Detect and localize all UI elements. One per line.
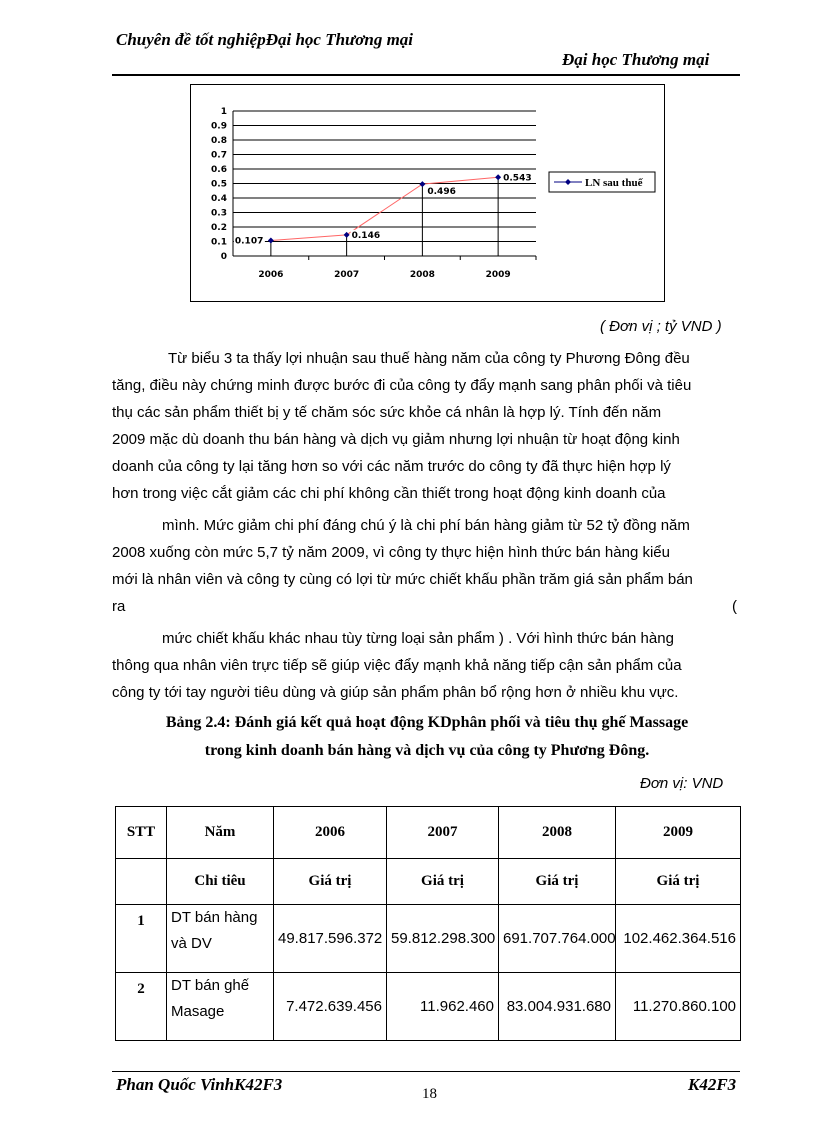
value-cell: 7.472.639.456 <box>274 973 387 1041</box>
data-label: 0.496 <box>427 187 456 198</box>
chart-frame <box>190 84 665 302</box>
paragraph-line: 2009 mặc dù doanh thu bán hàng và dịch vụ giảm nhưng lợi nhuận từ hoạt động kinh <box>112 431 680 448</box>
y-tick-label: 0.3 <box>211 208 227 219</box>
y-tick-label: 0.8 <box>211 136 227 146</box>
data-label: 0.543 <box>503 173 532 184</box>
y-tick-label: 0 <box>220 252 227 262</box>
data-label: 0.107 <box>234 236 264 247</box>
x-tick-label: 2006 <box>258 270 284 280</box>
paragraph-line: công ty tới tay người tiêu dùng và giúp sản phẩm phân bổ rộng hơn ở nhiều khu vực. <box>112 684 679 701</box>
data-point <box>419 181 425 187</box>
y-tick-label: 0.5 <box>211 179 227 190</box>
y-tick-label: 0.1 <box>211 237 227 248</box>
series-line <box>271 177 498 240</box>
data-point <box>268 237 274 243</box>
data-label: 0.146 <box>351 230 381 241</box>
profit-line-chart <box>191 85 664 301</box>
paragraph-line: tăng, điều này chứng minh được bước đi của công ty đẩy mạnh sang phân phối và tiêu <box>112 377 692 394</box>
chart-unit-note: ( Đơn vị ; tỷ VND ) <box>600 318 722 335</box>
x-tick-label: 2008 <box>409 270 435 280</box>
paragraph-line: mới là nhân viên và công ty cùng có lợi từ mức chiết khấu phần trăm giá sản phẩm bán <box>112 571 693 588</box>
paragraph-line: 2008 xuống còn mức 5,7 tỷ năm 2009, vì công ty thực hiện hình thức bán hàng kiểu <box>112 544 670 561</box>
header-cell: Giá trị <box>387 859 499 905</box>
table-subheader-row <box>116 859 741 905</box>
value-cell: 102.462.364.516 <box>616 905 741 973</box>
paragraph-line: doanh của công ty lại tăng hơn so với các năm trước do công ty đã thực hiện hợp lý <box>112 458 671 475</box>
stt-cell: 1 <box>116 905 167 973</box>
data-point <box>495 174 501 180</box>
table-title-line2: trong kinh doanh bán hàng và dịch vụ của công ty Phương Đông. <box>204 742 650 759</box>
footer-rule <box>112 1071 740 1072</box>
label-cell: DT bán ghế Masage <box>167 973 274 1041</box>
y-tick-label: 0.6 <box>211 165 227 175</box>
x-tick-label: 2009 <box>485 270 511 280</box>
y-tick-label: 0.4 <box>211 194 227 204</box>
header-cell: 2006 <box>274 807 387 859</box>
stt-cell: 2 <box>116 973 167 1041</box>
table-header-row <box>116 807 741 859</box>
paragraph-line: thông qua nhân viên trực tiếp sẽ giúp việc đẩy mạnh khả năng tiếp cận sản phẩm của <box>112 657 682 674</box>
header-cell: STT <box>116 807 167 859</box>
value-cell: 691.707.764.000 <box>499 905 616 973</box>
y-tick-label: 0.7 <box>211 150 227 161</box>
legend-label: LN sau thuế <box>585 177 643 189</box>
value-cell: 83.004.931.680 <box>499 973 616 1041</box>
table-unit-note: Đơn vị: VND <box>640 775 724 792</box>
table-title-line1: Bảng 2.4: Đánh giá kết quả hoạt động KDphân phối và tiêu thụ ghế Massage <box>165 714 689 731</box>
header-right-title: Đại học Thương mại <box>562 50 710 69</box>
table-row <box>116 905 741 973</box>
header-cell: 2008 <box>499 807 616 859</box>
paragraph-line: Từ biểu 3 ta thấy lợi nhuận sau thuế hàng năm của công ty Phương Đông đều <box>168 350 690 367</box>
y-tick-label: 1 <box>220 107 227 117</box>
header-left-title: Chuyên đề tốt nghiệpĐại học Thương mại <box>116 30 414 49</box>
footer-class: K42F3 <box>688 1075 737 1094</box>
paragraph-line: ( <box>732 598 737 615</box>
label-cell: DT bán hàng và DV <box>167 905 274 973</box>
paragraph-line: thụ các sản phẩm thiết bị y tế chăm sóc sức khỏe cá nhân là hợp lý. Tính đến năm <box>112 404 662 421</box>
paragraph-line: mức chiết khấu khác nhau tùy từng loại sản phẩm ) . Với hình thức bán hàng <box>162 630 674 647</box>
header-cell: Giá trị <box>499 859 616 905</box>
header-rule <box>112 74 740 76</box>
value-cell: 59.812.298.300 <box>387 905 499 973</box>
y-tick-label: 0.2 <box>211 223 227 233</box>
x-tick-label: 2007 <box>334 270 360 280</box>
paragraph-line: ra <box>112 598 126 615</box>
y-tick-label: 0.9 <box>211 121 227 132</box>
page-number: 18 <box>422 1086 437 1102</box>
value-cell: 11.962.460 <box>387 973 499 1041</box>
header-cell: Giá trị <box>616 859 741 905</box>
header-cell: Năm <box>167 807 274 859</box>
header-cell: 2009 <box>616 807 741 859</box>
header-cell: Giá trị <box>274 859 387 905</box>
data-table <box>115 806 741 1041</box>
paragraph-line: mình. Mức giảm chi phí đáng chú ý là chi phí bán hàng giảm từ 52 tỷ đồng năm <box>162 517 690 534</box>
footer-author: Phan Quốc VinhK42F3 <box>116 1075 283 1094</box>
table-row <box>116 973 741 1041</box>
empty-cell <box>116 859 167 905</box>
paragraph-line: hơn trong việc cắt giảm các chi phí không cần thiết trong hoạt động kinh doanh của <box>112 485 666 502</box>
header-cell: 2007 <box>387 807 499 859</box>
value-cell: 49.817.596.372 <box>274 905 387 973</box>
value-cell: 11.270.860.100 <box>616 973 741 1041</box>
data-point <box>344 232 350 238</box>
header-cell: Chỉ tiêu <box>167 859 274 905</box>
